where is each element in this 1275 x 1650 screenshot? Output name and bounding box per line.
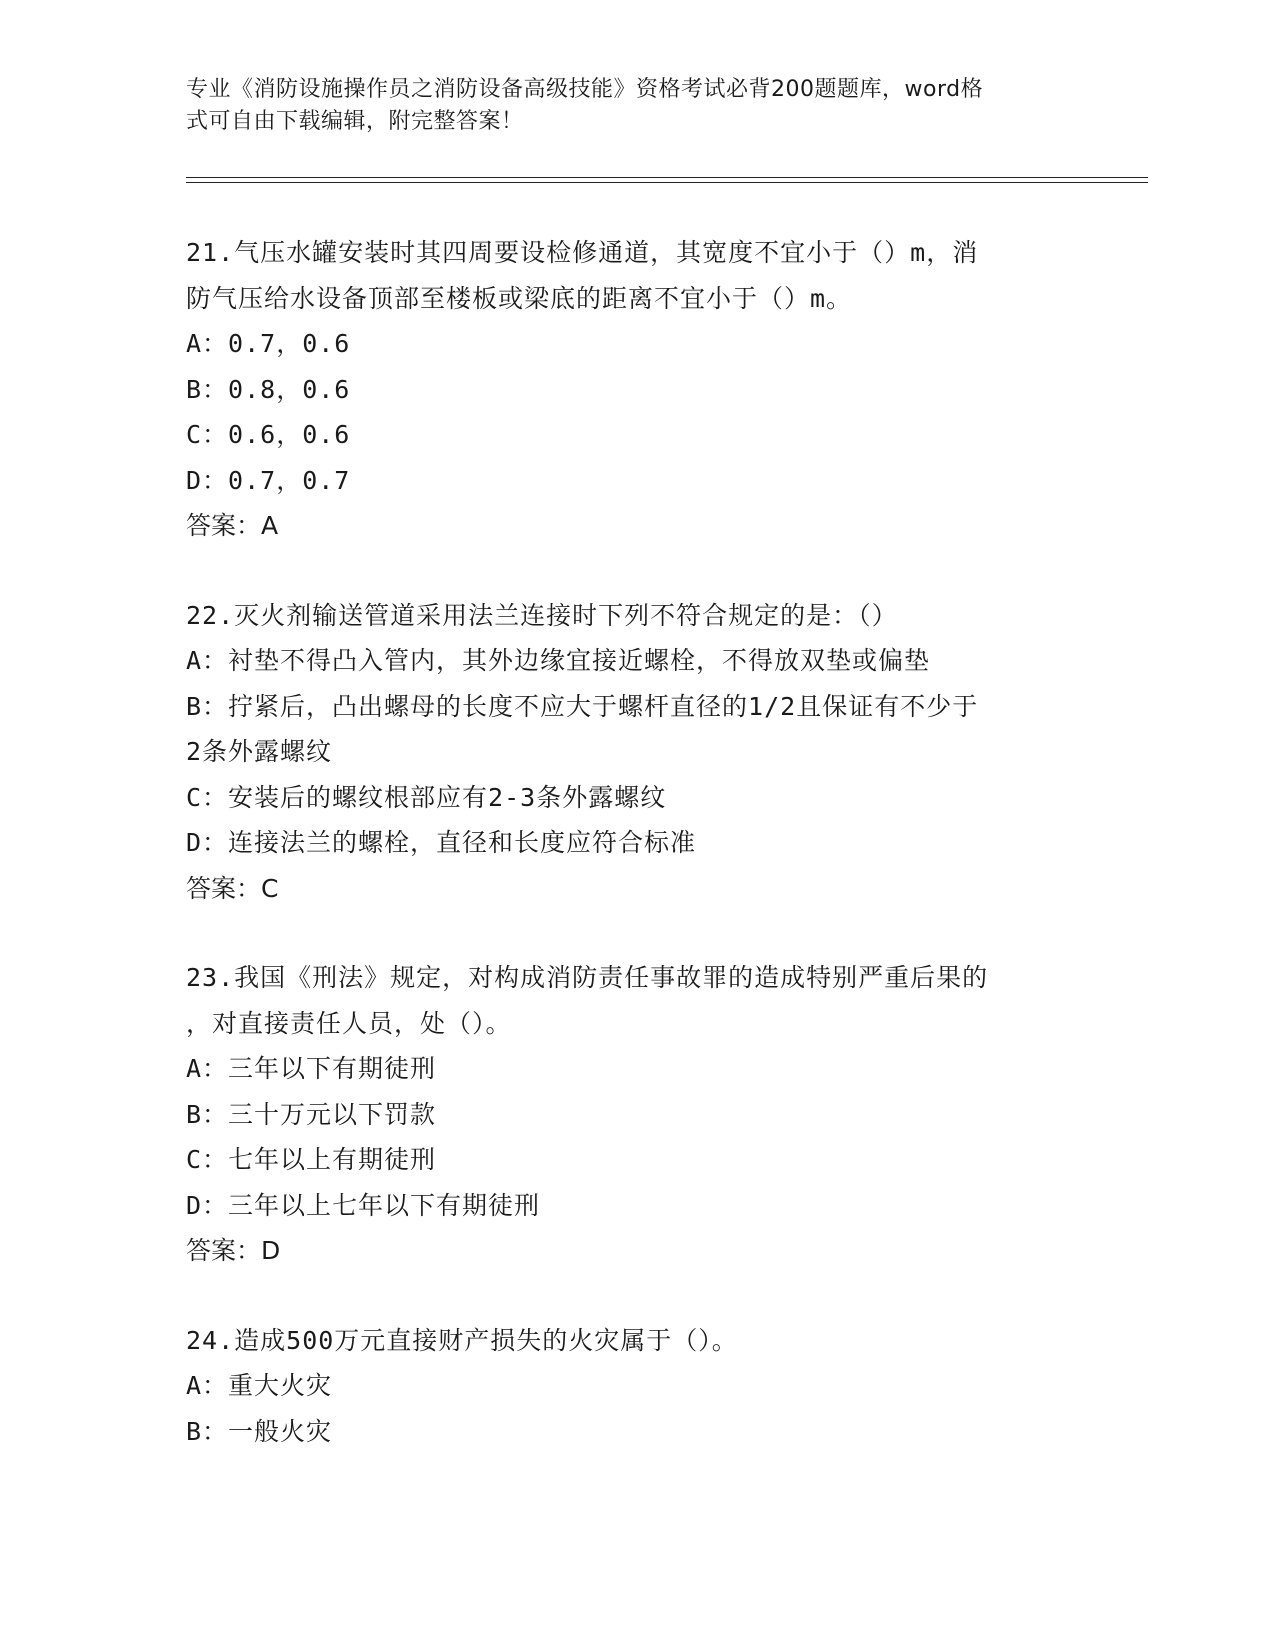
question-22: [186, 593, 1086, 912]
question-stem: 防气压给水设备顶部至楼板或梁底的距离不宜小于（）m。: [186, 283, 853, 313]
option-b-continued: 2条外露螺纹: [186, 737, 333, 766]
option-d: D：三年以上七年以下有期徒刑: [186, 1190, 541, 1220]
option-c: C：七年以上有期徒刑: [186, 1145, 437, 1174]
option-d: D：连接法兰的螺栓，直径和长度应符合标准: [186, 828, 697, 857]
header-divider-top: [186, 177, 1148, 178]
answer-label: 答案：D: [186, 1236, 281, 1265]
option-c: C：安装后的螺纹根部应有2-3条外露螺纹: [186, 782, 667, 812]
question-23: [186, 955, 1086, 1274]
option-c: C：0.6，0.6: [186, 420, 351, 449]
option-a: A：重大火灾: [186, 1371, 333, 1400]
question-stem: 23.我国《刑法》规定，对构成消防责任事故罪的造成特别严重后果的: [186, 963, 989, 992]
header-line-2: 式可自由下载编辑，附完整答案！: [186, 109, 524, 134]
header-divider-bottom: [186, 182, 1148, 183]
option-b: B：0.8，0.6: [186, 374, 351, 404]
question-stem: 24.造成500万元直接财产损失的火灾属于（）。: [186, 1325, 738, 1355]
question-stem: 22.灭火剂输送管道采用法兰连接时下列不符合规定的是：（）: [186, 600, 898, 630]
header-line-1: 专业《消防设施操作员之消防设备高级技能》资格考试必背200题题库，word格: [186, 77, 984, 102]
option-a: A：三年以下有期徒刑: [186, 1054, 437, 1083]
option-a: A：0.7，0.6: [186, 329, 351, 358]
question-list: [186, 230, 1086, 1498]
question-stem: ，对直接责任人员，处（）。: [186, 1008, 512, 1038]
option-b: B：三十万元以下罚款: [186, 1099, 437, 1129]
option-b: B：一般火灾: [186, 1416, 333, 1446]
document-header: [186, 74, 1076, 138]
answer-label: 答案：A: [186, 511, 279, 540]
answer-label: 答案：C: [186, 873, 279, 903]
option-d: D：0.7，0.7: [186, 465, 351, 495]
question-24: [186, 1318, 1086, 1455]
question-stem: 21.气压水罐安装时其四周要设检修通道，其宽度不宜小于（）m，消: [186, 238, 979, 267]
option-a: A：衬垫不得凸入管内，其外边缘宜接近螺栓，不得放双垫或偏垫: [186, 646, 931, 675]
question-21: [186, 230, 1086, 549]
option-b: B：拧紧后，凸出螺母的长度不应大于螺杆直径的1/2且保证有不少于: [186, 691, 979, 721]
